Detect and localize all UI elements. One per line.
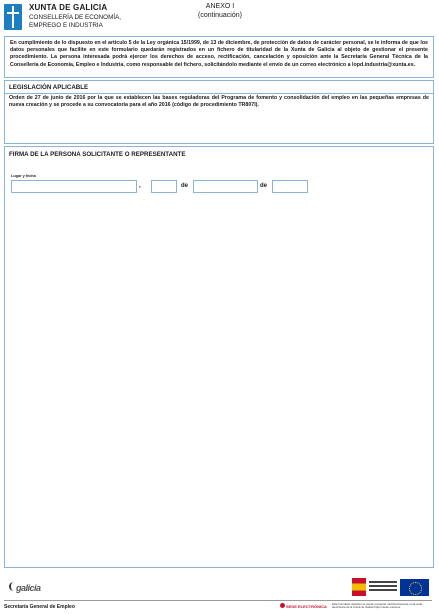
legislation-section [4,80,434,144]
month-input[interactable] [193,180,258,193]
de-separator-2: de [260,183,268,189]
funding-logos [352,578,432,598]
annex-title: ANEXO I [205,3,235,10]
footer-department: Secretaría General de Empleo [4,604,75,610]
signature-section [4,146,434,568]
place-date-label: Lugar y fecha [11,174,36,178]
sede-label[interactable]: SEDE ELECTRÓNICA [286,604,327,609]
year-input[interactable] [272,180,308,193]
galicia-logo: galicia [16,583,41,593]
signature-heading: FIRMA DE LA PERSONA SOLICITANTE O REPRESENTANTE [9,151,186,158]
de-separator-1: de [181,183,189,189]
sede-icon [280,603,285,608]
org-dept-line2: EMPREGO E INDUSTRIA [29,22,103,29]
xunta-logo-icon [4,4,22,30]
privacy-text: En cumplimiento de lo dispuesto en el artículo 5 de la Ley orgánica 15/1999, de 13 de diciembre, de protección de datos de carácter personal, se le informa de que los datos personales que facilite en este formulario quedarán registrados en un fichero de titularidad de la Xunta de Galicia al objeto de gestionar el presente procedimiento. La persona interesada podrá ejercer los derechos de acceso, rectificación, cancelación y oposición ante la Secretaría General Técnica de la Consellería de Economía, Empleo e Industria, como responsable del fichero, solicitándolo mediante el envío de un correo electrónico a lopd.industria@xunta.es. [10,40,428,68]
privacy-notice [4,36,434,78]
spain-shield-icon [352,578,366,596]
annex-subtitle: (continuación) [198,12,242,19]
day-input[interactable] [151,180,177,193]
footer-divider [4,600,432,601]
org-dept-line1: CONSELLERÍA DE ECONOMÍA, [29,14,122,21]
place-input[interactable] [11,180,137,193]
eu-flag-icon [400,579,429,596]
legislation-text: Orden de 27 de junio de 2016 por la que se establecen las bases reguladoras del Programa de fomento y consolidación del empleo en las pequeñas empresas de nueva creación y se procede a su convocatoria para el año 2016 (código de procedimiento TR807I). [9,95,429,109]
ministry-logo-icon [369,581,397,593]
sede-note: Esta formulario también se puede presentar electrónicamente en la sede electrónica de la Xunta de Galicia https://sede.xunta.es [332,602,423,610]
divider [5,93,433,94]
org-title: XUNTA DE GALICIA [29,3,108,12]
legislation-heading: LEGISLACIÓN APLICABLE [9,84,89,91]
comma-separator: , [139,183,141,189]
